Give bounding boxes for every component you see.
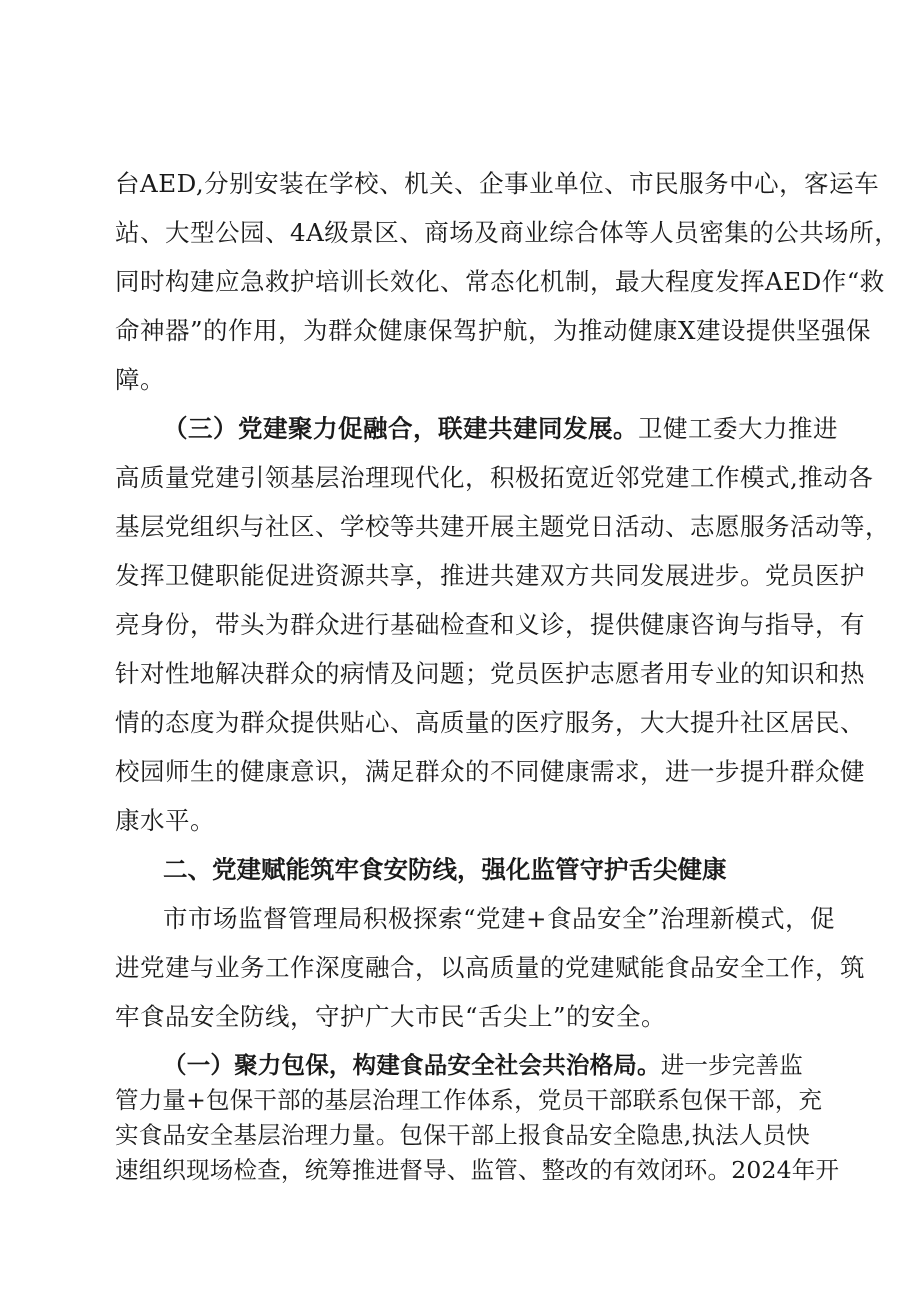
text-line: 发挥卫健职能促进资源共享，推进共建双方共同发展进步。党员医护 bbox=[115, 561, 865, 590]
subsection-title: （一）聚力包保，构建食品安全社会共治格局。 bbox=[163, 1051, 661, 1079]
text-line: 管力量+包保干部的基层治理工作体系，党员干部联系包保干部，充 bbox=[115, 1086, 823, 1114]
text-line: 牢食品安全防线，守护广大市民“舌尖上”的安全。 bbox=[115, 1002, 667, 1031]
text-line: 康水平。 bbox=[115, 806, 215, 835]
text-line: 基层党组织与社区、学校等共建开展主题党日活动、志愿服务活动等， bbox=[115, 512, 890, 541]
text-fragment: 卫健工委大力推进 bbox=[638, 414, 838, 443]
text-line: 台AED,分别安装在学校、机关、企事业单位、市民服务中心，客运车 bbox=[115, 169, 880, 198]
text-line: 高质量党建引领基层治理现代化，积极拓宽近邻党建工作模式,推动各 bbox=[115, 463, 874, 492]
subsection-title: （三）党建聚力促融合，联建共建同发展。 bbox=[163, 414, 638, 443]
text-line: 障。 bbox=[115, 365, 165, 394]
text-line: 同时构建应急救护培训长效化、常态化机制，最大程度发挥AED作“救 bbox=[115, 267, 885, 296]
subsection-lead-line bbox=[163, 1051, 803, 1079]
text-line: 情的态度为群众提供贴心、高质量的医疗服务，大大提升社区居民、 bbox=[115, 708, 865, 737]
text-fragment: 进一步完善监 bbox=[660, 1051, 803, 1079]
text-line: 速组织现场检查，统筹推进督导、监管、整改的有效闭环。2024年开 bbox=[115, 1156, 840, 1184]
text-line: 命神器”的作用，为群众健康保驾护航，为推动健康X建设提供坚强保 bbox=[115, 316, 871, 345]
text-line: 实食品安全基层治理力量。包保干部上报食品安全隐患,执法人员快 bbox=[115, 1121, 810, 1149]
text-line: 校园师生的健康意识，满足群众的不同健康需求，进一步提升群众健 bbox=[115, 757, 865, 786]
text-line: 市市场监督管理局积极探索“党建+食品安全”治理新模式，促 bbox=[163, 904, 836, 933]
subsection-lead-line bbox=[163, 414, 838, 443]
text-line: 亮身份，带头为群众进行基础检查和义诊，提供健康咨询与指导，有 bbox=[115, 610, 865, 639]
text-line: 进党建与业务工作深度融合，以高质量的党建赋能食品安全工作，筑 bbox=[115, 953, 865, 982]
section-heading: 二、党建赋能筑牢食安防线，强化监管守护舌尖健康 bbox=[163, 855, 727, 884]
text-line: 站、大型公园、4A级景区、商场及商业综合体等人员密集的公共场所， bbox=[115, 218, 900, 247]
text-line: 针对性地解决群众的病情及问题；党员医护志愿者用专业的知识和热 bbox=[115, 659, 865, 688]
